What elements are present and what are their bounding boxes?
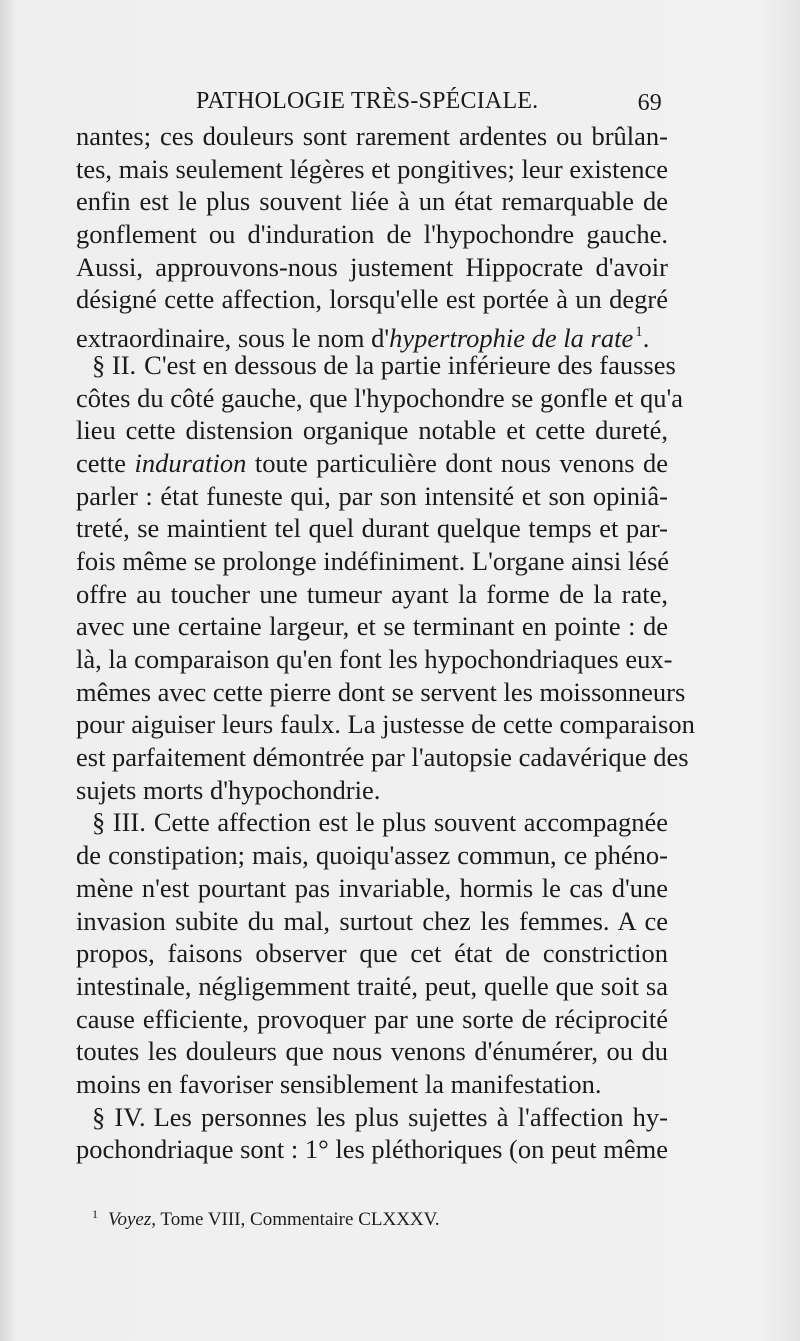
text-segment: cette bbox=[76, 447, 135, 478]
italic-term: hypertrophie de la rate bbox=[389, 323, 634, 354]
text-segment: Les personnes les plus sujettes à l'affection hy- bbox=[153, 1101, 668, 1132]
text-line: là, la comparaison qu'en font les hypochondriaques eux- bbox=[76, 644, 673, 674]
text-segment: toute particulière dont nous venons de bbox=[246, 447, 668, 478]
section-mark: § II. bbox=[92, 349, 137, 380]
text-line bbox=[76, 447, 668, 480]
footnote-reference[interactable]: 1 bbox=[635, 324, 643, 341]
text-line: mêmes avec cette pierre dont se servent les moissonneurs bbox=[76, 676, 686, 707]
section-3 bbox=[76, 806, 668, 1100]
text-line: nantes; ces douleurs sont rarement ardentes ou brûlan- bbox=[76, 121, 668, 151]
text-line: pour aiguiser leurs faulx. La justesse de cette comparaison bbox=[76, 709, 695, 740]
text-segment: Cette affection est le plus souvent accompagnée bbox=[153, 807, 668, 838]
text-line: moins en favoriser sensiblement la manifestation. bbox=[76, 1068, 602, 1099]
text-line: côtes du côté gauche, que l'hypochondre se gonfle et qu'a bbox=[76, 382, 684, 413]
text-line: Aussi, approuvons-nous justement Hippocrate d'avoir bbox=[76, 251, 668, 282]
running-head bbox=[76, 82, 668, 120]
text-line: sujets morts d'hypochondrie. bbox=[76, 774, 381, 805]
section-mark: § IV. bbox=[92, 1101, 146, 1132]
text-line bbox=[76, 316, 668, 354]
text-line: lieu cette distension organique notable et cette dureté, bbox=[76, 415, 668, 446]
text-line bbox=[76, 1101, 668, 1134]
text-line: intestinale, négligemment traité, peut, quelle que soit sa bbox=[76, 970, 668, 1001]
text-line: est parfaitement démontrée par l'autopsie cadavérique des bbox=[76, 742, 689, 773]
text-line: tes, mais seulement légères et pongitives; leur existence bbox=[76, 153, 668, 184]
section-4 bbox=[76, 1101, 668, 1166]
text-line: mène n'est pourtant pas invariable, hormis le cas d'une bbox=[76, 872, 668, 903]
text-line: fois même se prolonge indéfiniment. L'organe ainsi lésé bbox=[76, 545, 670, 576]
text-segment: . bbox=[642, 323, 650, 354]
italic-term: induration bbox=[134, 447, 247, 478]
text-line: cause efficiente, provoquer par une sorte de réciprocité bbox=[76, 1003, 668, 1034]
text-line: invasion subite du mal, surtout chez les femmes. A ce bbox=[76, 905, 668, 936]
text-line: avec une certaine largeur, et se terminant en pointe : de bbox=[76, 611, 668, 642]
text-line: désigné cette affection, lorsqu'elle est portée à un degré bbox=[76, 284, 668, 315]
footnote-text: , Tome VIII, Commentaire CLXXXV. bbox=[151, 1209, 440, 1230]
text-line: enfin est le plus souvent liée à un état remarquable de bbox=[76, 186, 668, 217]
footnote bbox=[92, 1207, 440, 1231]
text-line: toutes les douleurs que nous venons d'énumérer, ou du bbox=[76, 1036, 668, 1067]
text-segment: C'est en dessous de la partie inférieure des fausses bbox=[144, 349, 676, 380]
text-line: offre au toucher une tumeur ayant la forme de la rate, bbox=[76, 578, 668, 609]
text-line bbox=[76, 349, 676, 382]
footnote-mark: 1 bbox=[92, 1207, 98, 1221]
text-line bbox=[76, 806, 668, 839]
footnote-italic: Voyez bbox=[108, 1209, 152, 1230]
text-line: pochondriaque sont : 1° les pléthoriques (on peut même bbox=[76, 1134, 668, 1165]
page-number: 69 bbox=[637, 90, 662, 116]
text-line: propos, faisons observer que cet état de constriction bbox=[76, 938, 668, 969]
text-line: de constipation; mais, quoiqu'assez commun, ce phéno- bbox=[76, 840, 668, 871]
section-mark: § III. bbox=[92, 807, 146, 838]
text-block bbox=[76, 82, 695, 1166]
section-2 bbox=[76, 349, 695, 807]
text-line: treté, se maintient tel quel durant quelque temps et par- bbox=[76, 513, 668, 544]
text-line: parler : état funeste qui, par son intensité et son opiniâ- bbox=[76, 480, 668, 511]
running-title: PATHOLOGIE TRÈS-SPÉCIALE. bbox=[196, 88, 539, 114]
text-line: gonflement ou d'induration de l'hypochondre gauche. bbox=[76, 219, 668, 250]
text-segment: extraordinaire, sous le nom d' bbox=[76, 323, 390, 354]
paragraph-1 bbox=[76, 120, 668, 354]
